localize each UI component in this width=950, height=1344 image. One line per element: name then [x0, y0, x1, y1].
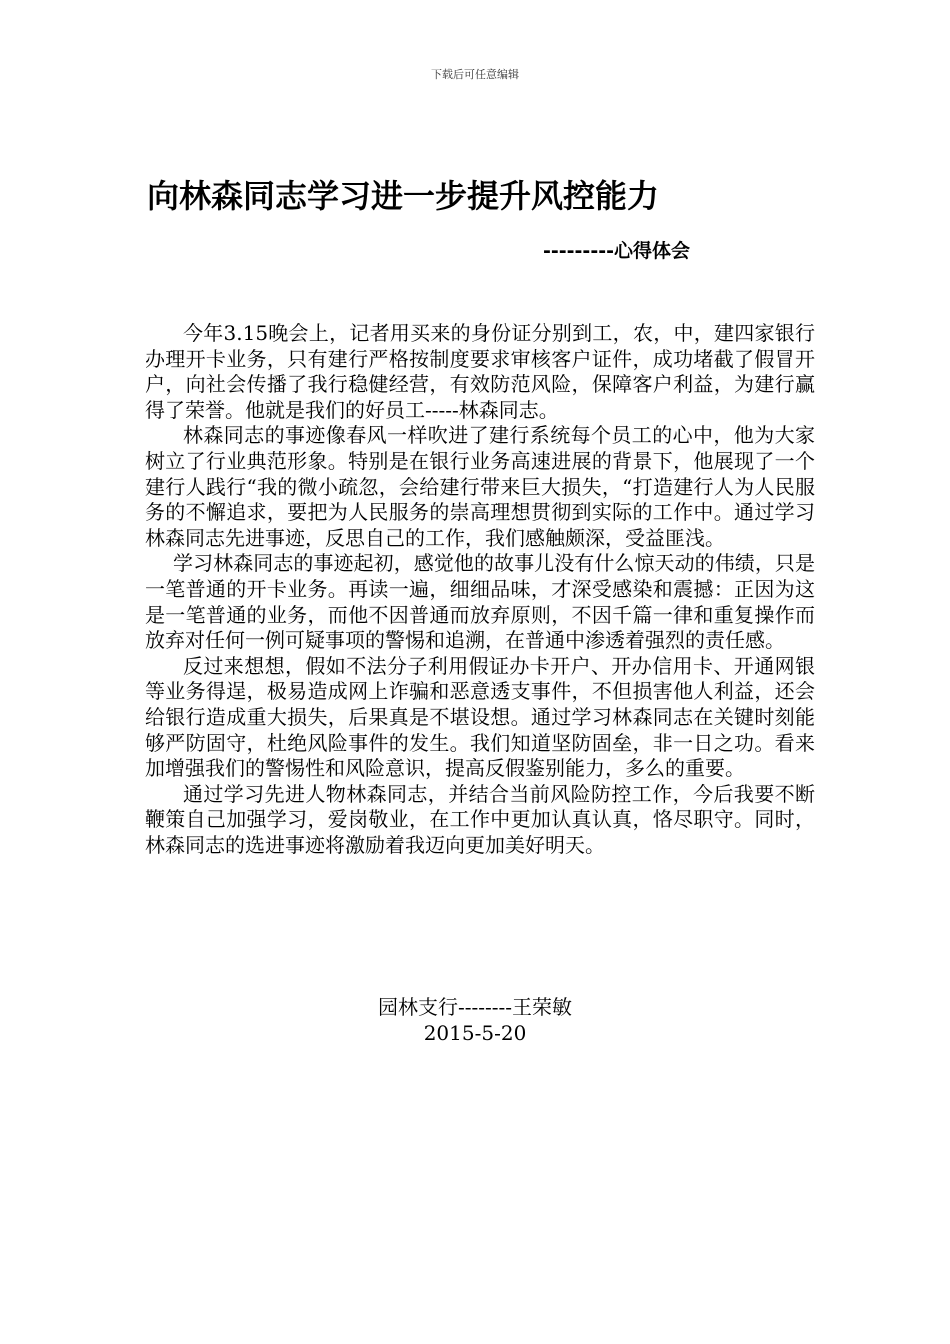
document-body — [145, 321, 815, 858]
signature-author: 园林支行--------王荣敏 — [377, 995, 573, 1019]
paragraph-4: 反过来想想，假如不法分子利用假证办卡开户、开办信用卡、开通网银等业务得逞，极易造成网上诈骗和恶意透支事件，不但损害他人利益，还会给银行造成重大损失，后果真是不堪设想。通过学习林森同志在关键时刻能够严防固守，杜绝风险事件的发生。我们知道坚防固垒，非一日之功。看来加增强我们的警惕性和风险意识，提高反假鉴别能力，多么的重要。 — [145, 653, 815, 781]
document-title: 向林森同志学习进一步提升风控能力 — [147, 177, 660, 215]
signature-block — [0, 994, 950, 1046]
document-subtitle: ---------心得体会 — [543, 240, 690, 262]
paragraph-2: 林森同志的事迹像春风一样吹进了建行系统每个员工的心中，他为大家树立了行业典范形象。特别是在银行业务高速进展的背景下，他展现了一个建行人践行“我的微小疏忽，会给建行带来巨大损失，“打造建行人为人民服务的不懈追求，要把为人民服务的崇高理想贯彻到实际的工作中。通过学习林森同志先进事迹，反思自己的工作，我们感触颇深，受益匪浅。 — [145, 423, 815, 550]
paragraph-1: 今年3.15晚会上，记者用买来的身份证分别到工，农，中，建四家银行办理开卡业务，只有建行严格按制度要求审核客户证件，成功堵截了假冒开户，向社会传播了我行稳健经营，有效防范风险，保障客户利益，为建行赢得了荣誉。他就是我们的好员工-----林森同志。 — [145, 321, 815, 422]
paragraph-5: 通过学习先进人物林森同志，并结合当前风险防控工作，今后我要不断鞭策自己加强学习，爱岗敬业，在工作中更加认真认真，恪尽职守。同时，林森同志的选进事迹将激励着我迈向更加美好明天。 — [145, 781, 815, 857]
paragraph-3: 学习林森同志的事迹起初，感觉他的故事儿没有什么惊天动的伟绩，只是一笔普通的开卡业务。再读一遍，细细品味，才深受感染和震撼：正因为这是一笔普通的业务，而他不因普通而放弃原则，不因千篇一律和重复操作而放弃对任何一例可疑事项的警惕和追溯，在普通中渗透着强烈的责任感。 — [145, 551, 815, 653]
signature-date: 2015-5-20 — [423, 1021, 527, 1045]
header-note: 下载后可任意编辑 — [431, 68, 519, 81]
